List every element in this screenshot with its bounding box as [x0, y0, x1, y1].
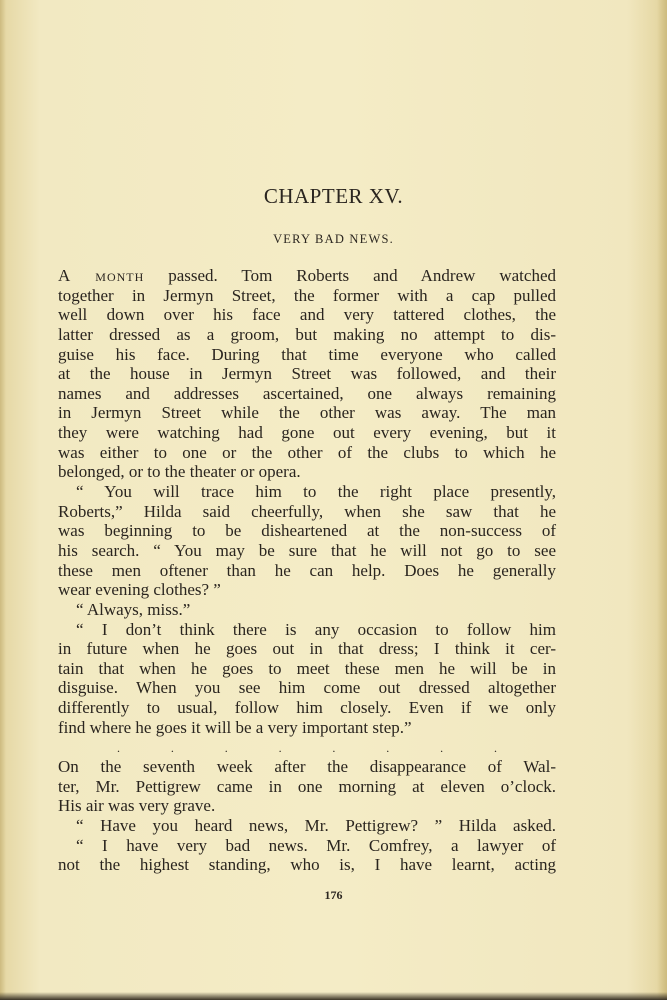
text-line — [58, 266, 556, 286]
text-line: not the highest standing, who is, I have learnt, acting — [58, 855, 556, 875]
text-line: “ I have very bad news. Mr. Comfrey, a lawyer of — [76, 835, 556, 855]
text-line: tain that when he goes to meet these men he will be in — [58, 658, 556, 678]
page-left-edge — [0, 0, 6, 1000]
text-line: “ I don’t think there is any occasion to follow him — [76, 619, 556, 639]
chapter-title: CHAPTER XV. — [263, 184, 404, 208]
text-line: in Jermyn Street while the other was away. The man — [58, 403, 556, 423]
section-break — [58, 737, 556, 757]
section-break-dots: . . . . . . . . — [117, 741, 497, 756]
text-line: these men oftener than he can help. Does he generally — [58, 560, 556, 580]
text-line: guise his face. During that time everyone who called — [58, 344, 556, 364]
body-text — [58, 266, 556, 875]
text-line: together in Jermyn Street, the former with a cap pulled — [58, 285, 556, 305]
text-line: they were watching had gone out every evening, but it — [58, 423, 556, 443]
page-bottom-edge — [0, 992, 667, 1000]
text-line: his search. “ You may be sure that he will not go to see — [58, 540, 556, 560]
text-line: wear evening clothes? ” — [58, 580, 221, 600]
text-line: On the seventh week after the disappearance of Wal- — [58, 757, 556, 777]
text-line: was either to one or the other of the clubs to which he — [58, 442, 556, 462]
text-line: disguise. When you see him come out dressed altogether — [58, 678, 556, 698]
page-number: 176 — [324, 888, 343, 902]
text-line: well down over his face and very tattered clothes, the — [58, 305, 556, 325]
text-line: Roberts,” Hilda said cheerfully, when she saw that he — [58, 501, 556, 521]
text-line: find where he goes it will be a very important step.” — [58, 717, 412, 737]
text-line: differently to usual, follow him closely. Even if we only — [58, 698, 556, 718]
text-line: belonged, or to the theater or opera. — [58, 462, 301, 482]
text-line-content: passed. Tom Roberts and Andrew watched — [144, 266, 556, 285]
text-line: “ Always, miss.” — [76, 599, 191, 619]
chapter-subtitle: VERY BAD NEWS. — [273, 232, 394, 246]
text-line: names and addresses ascertained, one always remaining — [58, 383, 556, 403]
text-line: in future when he goes out in that dress; I think it cer- — [58, 639, 556, 659]
text-line: ter, Mr. Pettigrew came in one morning at eleven o’clock. — [58, 776, 556, 796]
text-line: “ Have you heard news, Mr. Pettigrew? ” Hilda asked. — [76, 815, 556, 835]
text-line: at the house in Jermyn Street was followed, and their — [58, 364, 556, 384]
page-right-edge — [657, 0, 667, 1000]
opening-smallcaps: A month — [58, 266, 145, 285]
text-line: His air was very grave. — [58, 796, 216, 816]
text-line: was beginning to be disheartened at the non-success of — [58, 521, 556, 541]
text-line: latter dressed as a groom, but making no attempt to dis- — [58, 324, 556, 344]
text-line: “ You will trace him to the right place presently, — [76, 482, 556, 502]
